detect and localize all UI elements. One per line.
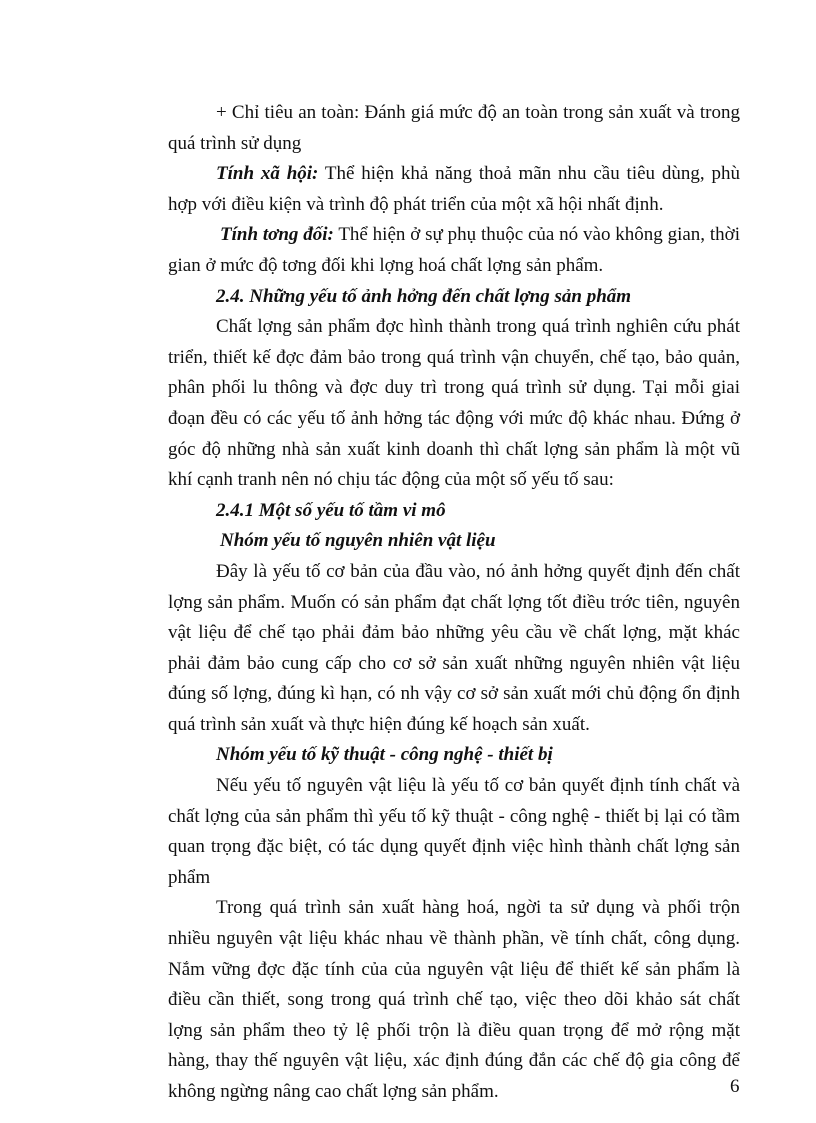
relative-property-term: Tính tơng đối: [220,224,334,246]
relative-property-paragraph [168,220,740,281]
social-property-paragraph [168,159,740,220]
social-property-term: Tính xã hội: [216,163,319,185]
section-heading-2-4: 2.4. Những yếu tố ảnh hởng đến chất lợng sản phẩm [216,285,632,307]
technology-paragraph: Nếu yếu tố nguyên vật liệu là yếu tố cơ bản quyết định tính chất và chất lợng của sản phẩm thì yếu tố kỹ thuật - công nghệ - thiết bị lại có tầm quan trọng đặc biệt, có tác dụng quyết định việc hình thành chất lợng sản phẩm [168,775,740,888]
materials-group-heading: Nhóm yếu tố nguyên nhiên vật liệu [220,530,496,552]
section-heading-2-4-1: 2.4.1 Một số yếu tố tầm vi mô [216,499,446,521]
quality-formation-paragraph: Chất lợng sản phẩm đợc hình thành trong quá trình nghiên cứu phát triển, thiết kế đợc đảm bảo trong quá trình vận chuyển, chế tạo, bảo quản, phân phối lu thông và đợc duy trì trong quá trình sử dụng. Tại mỗi giai đoạn đều có các yếu tố ảnh hởng tác động với mức độ khác nhau. Đứng ở góc độ những nhà sản xuất kinh doanh thì chất lợng sản phẩm là một vũ khí cạnh tranh nên nó chịu tác động của một số yếu tố sau: [168,316,740,491]
page-number: 6 [730,1076,740,1097]
safety-criterion-paragraph: + Chỉ tiêu an toàn: Đánh giá mức độ an toàn trong sản xuất và trong quá trình sử dụng [168,102,740,154]
document-body [168,98,740,1108]
social-property-text: Thể hiện khả năng thoả mãn nhu cầu tiêu dùng, phù hợp với điều kiện và trình độ phát triển của một xã hội nhất định. [168,163,740,215]
production-process-paragraph: Trong quá trình sản xuất hàng hoá, ngời ta sử dụng và phối trộn nhiều nguyên vật liệu khác nhau về thành phần, về tính chất, công dụng. Nắm vững đợc đặc tính của của nguyên vật liệu để thiết kế sản phẩm là điều cần thiết, song trong quá trình chế tạo, việc theo dõi khảo sát chất lợng sản phẩm theo tỷ lệ phối trộn là điều quan trọng để mở rộng mặt hàng, thay thế nguyên vật liệu, xác định đúng đắn các chế độ gia công để không ngừng nâng cao chất lợng sản phẩm. [168,897,740,1102]
materials-paragraph: Đây là yếu tố cơ bản của đầu vào, nó ảnh hởng quyết định đến chất lợng sản phẩm. Muốn có sản phẩm đạt chất lợng tốt điều trớc tiên, nguyên vật liệu để chế tạo phải đảm bảo những yêu cầu về chất lợng, mặt khác phải đảm bảo cung cấp cho cơ sở sản xuất những nguyên nhiên vật liệu đúng số lợng, đúng kì hạn, có nh vậy cơ sở sản xuất mới chủ động ổn định quá trình sản xuất và thực hiện đúng kế hoạch sản xuất. [168,560,740,735]
technology-group-heading: Nhóm yếu tố kỹ thuật - công nghệ - thiết bị [216,744,553,766]
relative-property-text: Thể hiện ở sự phụ thuộc của nó vào không gian, thời gian ở mức độ tơng đối khi lợng hoá chất lợng sản phẩm. [168,224,740,276]
